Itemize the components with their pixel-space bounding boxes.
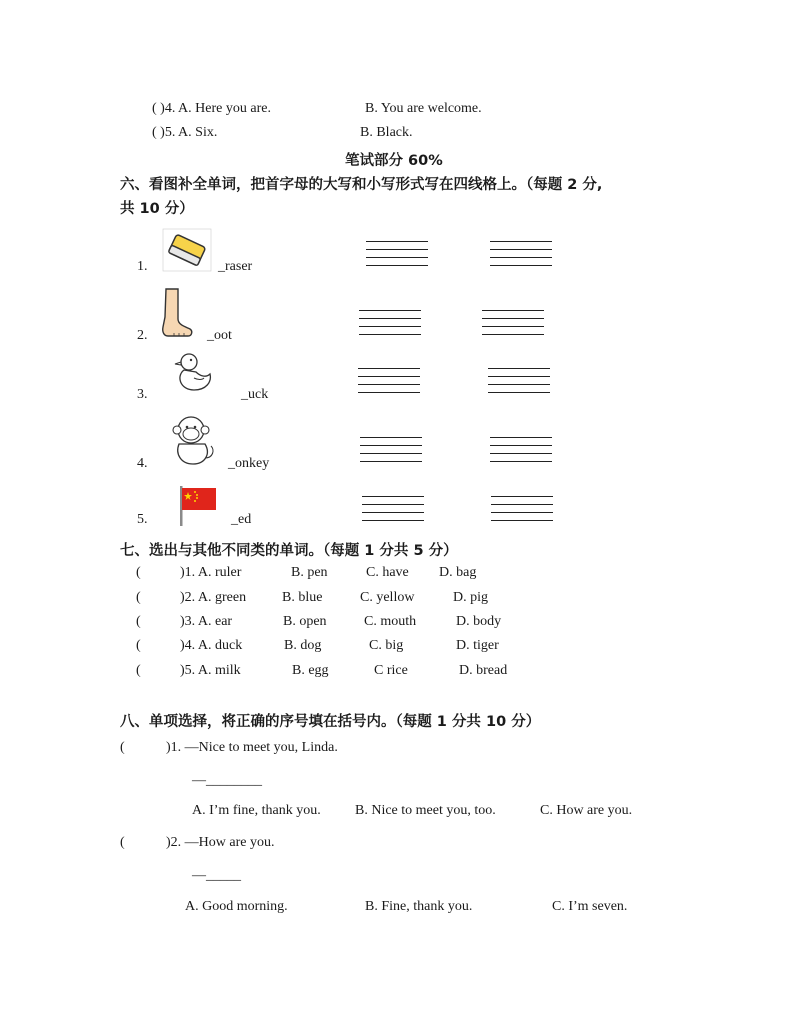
option-d: D. bag	[439, 565, 477, 580]
option-c: C. big	[369, 638, 404, 653]
answer-paren[interactable]: (	[120, 740, 125, 755]
answer-paren[interactable]: (	[136, 638, 141, 653]
option-a: )2. A. green	[180, 590, 247, 605]
section7-title: 七、选出与其他不同类的单词。（每题 1 分共 5 分）	[120, 543, 458, 559]
option-a: )5. A. milk	[180, 663, 241, 678]
four-line-grid[interactable]	[482, 310, 544, 336]
option-c: C. have	[366, 565, 409, 580]
option-b: B. egg	[292, 663, 329, 678]
question-text: ( )5. A. Six.	[152, 125, 218, 140]
answer-paren[interactable]: (	[136, 590, 141, 605]
item-number: 1.	[137, 259, 148, 274]
answer-paren[interactable]: (	[136, 614, 141, 629]
duck-icon	[172, 350, 216, 394]
question-prompt: )2. —How are you.	[166, 835, 275, 850]
option-a: A. I’m fine, thank you.	[192, 803, 321, 818]
four-line-grid[interactable]	[490, 437, 552, 463]
question-prompt: )1. —Nice to meet you, Linda.	[166, 740, 338, 755]
option-a: )1. A. ruler	[180, 565, 242, 580]
word-blank: _oot	[207, 328, 232, 343]
four-line-grid[interactable]	[360, 437, 422, 463]
question-item	[152, 101, 271, 117]
item-number: 4.	[137, 456, 148, 471]
four-line-grid[interactable]	[366, 241, 428, 267]
foot-icon	[156, 287, 194, 339]
option-b: B. blue	[282, 590, 323, 605]
option-d: D. tiger	[456, 638, 499, 653]
four-line-grid[interactable]	[491, 496, 553, 522]
option-b: B. You are welcome.	[365, 101, 482, 116]
option-d: D. bread	[459, 663, 508, 678]
option-a: A. Good morning.	[185, 899, 288, 914]
option-b: B. dog	[284, 638, 322, 653]
option-b: B. Nice to meet you, too.	[355, 803, 496, 818]
option-c: C rice	[374, 663, 408, 678]
four-line-grid[interactable]	[488, 368, 550, 394]
item-number: 3.	[137, 387, 148, 402]
option-a: )3. A. ear	[180, 614, 233, 629]
word-blank: _raser	[218, 259, 253, 274]
four-line-grid[interactable]	[490, 241, 552, 267]
item-number: 2.	[137, 328, 148, 343]
red-flag-icon	[178, 484, 218, 526]
section6-title: 六、看图补全单词，把首字母的大写和小写形式写在四线格上。（每题 2 分,	[120, 177, 603, 193]
four-line-grid[interactable]	[362, 496, 424, 522]
answer-blank[interactable]: —_____	[192, 868, 241, 883]
written-part-heading: 笔试部分 60%	[345, 153, 443, 169]
option-c: C. How are you.	[540, 803, 633, 818]
item-number: 5.	[137, 512, 148, 527]
option-b: B. Black.	[360, 125, 413, 140]
four-line-grid[interactable]	[359, 310, 421, 336]
answer-paren[interactable]: (	[136, 565, 141, 580]
question-text: ( )4. A. Here you are.	[152, 101, 271, 116]
word-blank: _ed	[231, 512, 252, 527]
answer-paren[interactable]: (	[120, 835, 125, 850]
option-b: B. open	[283, 614, 327, 629]
option-d: D. pig	[453, 590, 488, 605]
option-a: )4. A. duck	[180, 638, 243, 653]
option-c: C. mouth	[364, 614, 417, 629]
option-c: C. I’m seven.	[552, 899, 628, 914]
answer-paren[interactable]: (	[136, 663, 141, 678]
option-c: C. yellow	[360, 590, 415, 605]
monkey-icon	[171, 414, 217, 466]
word-blank: _onkey	[228, 456, 270, 471]
question-item	[152, 125, 217, 141]
word-blank: _uck	[241, 387, 269, 402]
section6-title-cont: 共 10 分）	[120, 201, 194, 217]
eraser-icon	[162, 228, 212, 272]
option-b: B. Fine, thank you.	[365, 899, 473, 914]
option-b: B. pen	[291, 565, 328, 580]
option-d: D. body	[456, 614, 502, 629]
four-line-grid[interactable]	[358, 368, 420, 394]
answer-blank[interactable]: —________	[192, 773, 262, 788]
section8-title: 八、单项选择，将正确的序号填在括号内。（每题 1 分共 10 分）	[120, 714, 541, 730]
